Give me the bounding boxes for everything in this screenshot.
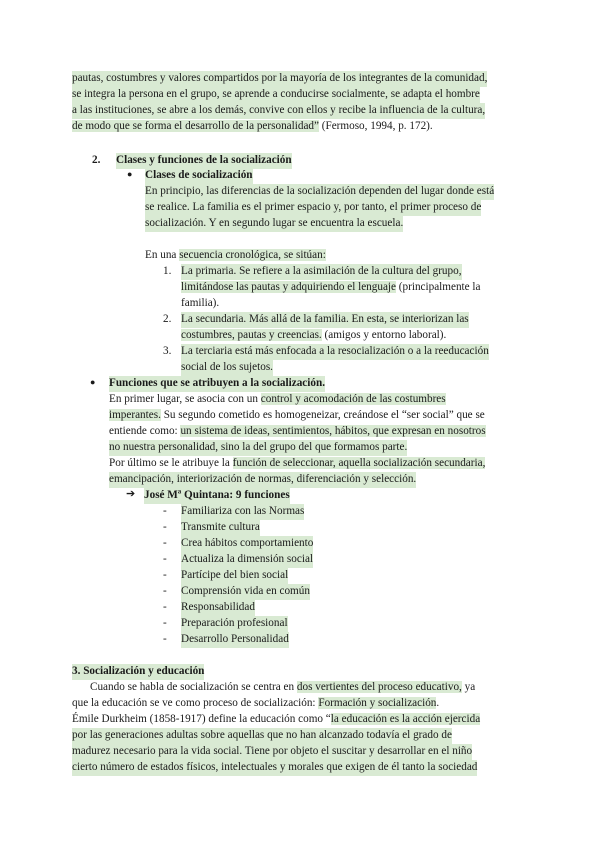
paragraph-line: por las generaciones adultas sobre aquellas que no han alcanzado todavía el grado de: [72, 728, 452, 744]
paragraph-line: [145, 248, 326, 264]
text-span: Émile Durkheim (1858-1917) define la educación como “: [72, 713, 331, 725]
list-item: Transmite cultura: [181, 520, 260, 536]
paragraph-line: socialización. Y en segundo lugar se encuentra la escuela.: [145, 216, 403, 232]
list-item-line: La primaria. Se refiere a la asimilación de la cultura del grupo,: [181, 264, 462, 280]
text-span: dos vertientes del proceso educativo,: [296, 681, 462, 693]
bullet-icon: ●: [90, 377, 96, 387]
list-item-line: La terciaria está más enfocada a la resocialización o a la reeducación: [181, 344, 489, 360]
arrow-icon: ➔: [126, 488, 136, 500]
text-span: entiende como:: [109, 425, 181, 437]
text-span: En una: [145, 249, 180, 261]
list-item-line: La secundaria. Más allá de la familia. En esta, se interiorizan las: [181, 312, 469, 328]
list-item: Familiariza con las Normas: [181, 504, 304, 520]
list-dash: -: [163, 553, 167, 565]
text-span: limitándose las pautas y adquiriendo el lenguaje: [181, 281, 396, 293]
text-span: .: [436, 697, 440, 709]
list-dash: -: [163, 633, 167, 645]
list-dash: -: [163, 601, 167, 613]
paragraph-line: emancipación, interiorización de normas, diferenciación y selección.: [109, 472, 416, 488]
list-dash: -: [163, 521, 167, 533]
paragraph-line: madurez necesario para la vida social. Tiene por objeto el suscitar y desarrollar en el niño: [72, 744, 472, 760]
subsection-title: Clases de socialización: [145, 168, 253, 184]
list-dash: -: [163, 585, 167, 597]
bullet-icon: ●: [127, 169, 133, 179]
text-span: Formación y socialización: [318, 697, 437, 709]
paragraph-line: pautas, costumbres y valores compartidos por la mayoría de los integrantes de la comunidad,: [72, 71, 487, 87]
list-item: Partícipe del bien social: [181, 568, 288, 584]
paragraph-line: [109, 456, 485, 472]
list-item: Actualiza la dimensión social: [181, 552, 313, 568]
citation: (Fermoso, 1994, p. 172).: [318, 120, 433, 132]
paragraph-line: [109, 424, 486, 440]
paragraph-line: [72, 712, 480, 728]
paragraph-line: [72, 696, 439, 712]
section-title: 3. Socialización y educación: [72, 664, 204, 680]
paragraph-line: [90, 680, 475, 696]
text-span: función de seleccionar, aquella socialización secundaria,: [232, 457, 486, 469]
paragraph-line: [72, 119, 433, 135]
text-span: En primer lugar, se asocia con un: [109, 393, 261, 405]
text-span: secuencia cronológica, se sitúan:: [179, 249, 326, 261]
paragraph-line: a las instituciones, se abre a los demás, convive con ellos y recibe la influencia de la cultura,: [72, 103, 485, 119]
list-item: Responsabilidad: [181, 600, 255, 616]
quote-text: de modo que se forma el desarrollo de la personalidad”: [72, 120, 319, 132]
paragraph-line: se integra la persona en el grupo, se aprende a conducirse socialmente, se adapta el hombre: [72, 87, 480, 103]
list-item-line: [181, 328, 446, 344]
list-number: 2.: [163, 313, 172, 325]
section-number: 2.: [92, 154, 101, 166]
list-item-line: familia).: [181, 297, 220, 309]
section-title: Clases y funciones de la socialización: [116, 153, 292, 169]
paragraph-line: se realice. La familia es el primer espacio y, por tanto, el primer proceso de: [145, 200, 481, 216]
paragraph-line: cierto número de estados físicos, intelectuales y morales que exigen de él tanto la sociedad: [72, 760, 477, 776]
list-item: Preparación profesional: [181, 616, 288, 632]
list-number: 3.: [163, 345, 172, 357]
list-item-line: [181, 280, 481, 296]
list-dash: -: [163, 617, 167, 629]
list-item: Comprensión vida en común: [181, 584, 310, 600]
list-item-line: social de los sujetos.: [181, 360, 273, 376]
list-dash: -: [163, 569, 167, 581]
text-span: que la educación se ve como proceso de socialización:: [72, 697, 319, 709]
paragraph-line: [109, 392, 446, 408]
paragraph-line: no nuestra personalidad, sino la del grupo del que formamos parte.: [109, 440, 407, 456]
subsection-title: José Mª Quintana: 9 funciones: [144, 488, 290, 504]
list-item: Desarrollo Personalidad: [181, 632, 289, 648]
paragraph-line: [109, 408, 485, 424]
list-dash: -: [163, 505, 167, 517]
subsection-title: Funciones que se atribuyen a la socialización.: [109, 376, 325, 392]
list-number: 1.: [163, 265, 172, 277]
text-span: Por último se le atribuye la: [109, 457, 233, 469]
text-span: (principalmente la: [396, 281, 481, 293]
paragraph-line: En principio, las diferencias de la socialización dependen del lugar donde está: [145, 184, 494, 200]
text-span: (amigos y entorno laboral).: [321, 329, 447, 341]
list-item: Crea hábitos comportamiento: [181, 536, 313, 552]
text-span: Cuando se habla de socialización se centra en: [90, 681, 297, 693]
list-dash: -: [163, 537, 167, 549]
text-span: la educación es la acción ejercida: [330, 713, 481, 725]
text-span: un sistema de ideas, sentimientos, hábitos, que expresan en nosotros: [180, 425, 486, 437]
text-span: imperantes.: [109, 409, 161, 421]
text-span: Su segundo cometido es homogeneizar, creándose el “ser social” que se: [160, 409, 485, 421]
text-span: ya: [461, 681, 476, 693]
text-span: control y acomodación de las costumbres: [260, 393, 446, 405]
text-span: costumbres, pautas y creencias.: [181, 329, 322, 341]
